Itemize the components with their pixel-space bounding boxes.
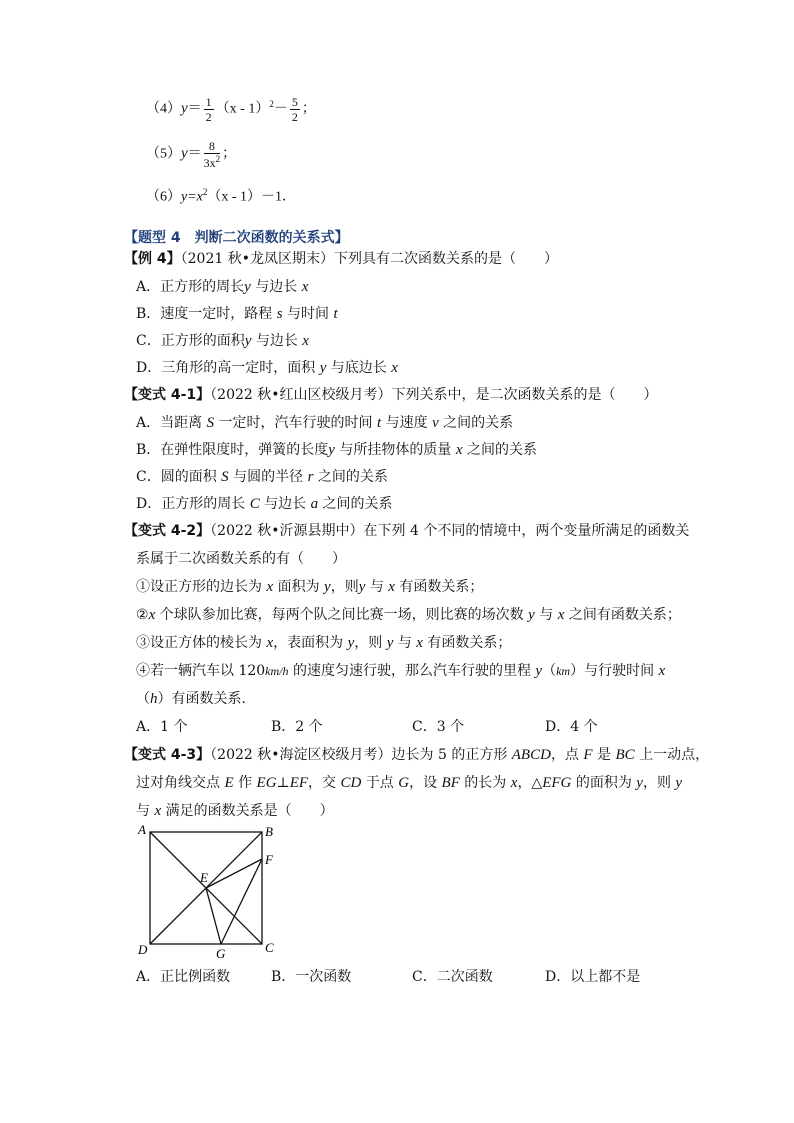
- variant-4-1-option-a[interactable]: A．当距离 S 一定时，汽车行驶的时间 t 与速度 v 之间的关系: [136, 415, 514, 431]
- section-title: 【题型 4 判断二次函数的关系式】: [124, 230, 349, 246]
- label-a: A: [138, 822, 146, 837]
- variant-4-2-option-b[interactable]: B．2 个: [271, 719, 323, 735]
- variant-4-3-option-b[interactable]: B．一次函数: [271, 969, 352, 985]
- label-d: D: [138, 942, 148, 957]
- variant-4-3-option-a[interactable]: A．正比例函数: [136, 969, 231, 985]
- variant-4-2-option-d[interactable]: D．4 个: [545, 719, 598, 735]
- variant-4-3-option-c[interactable]: C．二次函数: [412, 969, 493, 985]
- variant-4-2-item-3: ③设正方体的棱长为 x，表面积为 y，则 y 与 x 有函数关系；: [136, 635, 512, 651]
- variant-4-2-option-a[interactable]: A．1 个: [136, 719, 188, 735]
- variant-4-2-item-4: ④若一辆汽车以 120km/h 的速度匀速行驶，那么汽车行驶的里程 y（km）与行驶时间 x: [136, 663, 666, 679]
- label-f: F: [265, 852, 273, 867]
- fraction-five-halves: $\frac{5}{2}$: [291, 95, 298, 124]
- variant-4-3-option-d[interactable]: D．以上都不是: [545, 969, 641, 985]
- variant-4-1-option-c[interactable]: C．圆的面积 S 与圆的半径 r 之间的关系: [136, 469, 388, 485]
- variant-4-1-option-d[interactable]: D．正方形的周长 C 与边长 a 之间的关系: [136, 496, 393, 512]
- variant-4-2-stem: 【变式 4-2】（2022 秋•沂源县期中）在下列 4 个不同的情境中，两个变量所满足的函数关: [124, 523, 690, 539]
- variant-4-2-item-2: ②x 个球队参加比赛，每两个队之间比赛一场，则比赛的场次数 y 与 x 之间有函数关系；: [136, 607, 681, 623]
- fraction-8-over-3x2: $\frac{8}{3x^2}$: [203, 139, 221, 170]
- variant-4-1-stem: 【变式 4-1】（2022 秋•红山区校级月考）下列关系中，是二次函数关系的是（ ）: [124, 387, 658, 403]
- variant-4-2-item-4-cont: （h）有函数关系．: [136, 691, 256, 707]
- variant-4-3-stem-line2: 过对角线交点 E 作 EG⊥EF，交 CD 于点 G，设 BF 的长为 x，△EFG 的面积为 y，则 y: [136, 775, 683, 791]
- segment-ef: [206, 859, 262, 888]
- square-figure: [134, 822, 294, 962]
- label-c: C: [265, 940, 274, 955]
- variant-4-2-stem-cont: 系属于二次函数关系的有（ ）: [136, 551, 346, 567]
- example-4-option-b[interactable]: B．速度一定时，路程 s 与时间 t: [136, 306, 338, 322]
- prev-item-6: $(6)y=x^2(x - 1)-1$．: [146, 187, 297, 205]
- example-4-option-c[interactable]: C．正方形的面积y 与边长 x: [136, 333, 309, 349]
- prev-item-4: （4）y＝ $\frac{1}{2}$ （x - 1）$^2$－ $\frac{5}{2}$ ；: [146, 95, 316, 124]
- label-b: B: [265, 824, 273, 839]
- variant-4-2-option-c[interactable]: C．3 个: [412, 719, 465, 735]
- segment-fg: [221, 859, 262, 944]
- variant-4-3-stem: 【变式 4-3】（2022 秋•海淀区校级月考）边长为 5 的正方形 ABCD，点 F 是 BC 上一动点，: [124, 747, 710, 763]
- prev-item-5: （5）y＝ $\frac{8}{3x^2}$ ；: [146, 139, 237, 170]
- variant-4-2-item-1: ①设正方形的边长为 x 面积为 y，则y 与 x 有函数关系；: [136, 579, 484, 595]
- fraction-half: $\frac{1}{2}$: [205, 95, 212, 124]
- example-4-option-d[interactable]: D．三角形的高一定时，面积 y 与底边长 x: [136, 360, 398, 376]
- example-4-option-a[interactable]: A．正方形的周长y 与边长 x: [136, 279, 309, 295]
- variant-4-3-stem-line3: 与 x 满足的函数关系是（ ）: [136, 803, 334, 819]
- example-4-stem: 【例 4】（2021 秋•龙凤区期末）下列具有二次函数关系的是（ ）: [124, 251, 558, 267]
- label-g: G: [216, 946, 226, 961]
- label-e: E: [200, 870, 208, 885]
- variant-4-1-option-b[interactable]: B．在弹性限度时，弹簧的长度y 与所挂物体的质量 x 之间的关系: [136, 442, 537, 458]
